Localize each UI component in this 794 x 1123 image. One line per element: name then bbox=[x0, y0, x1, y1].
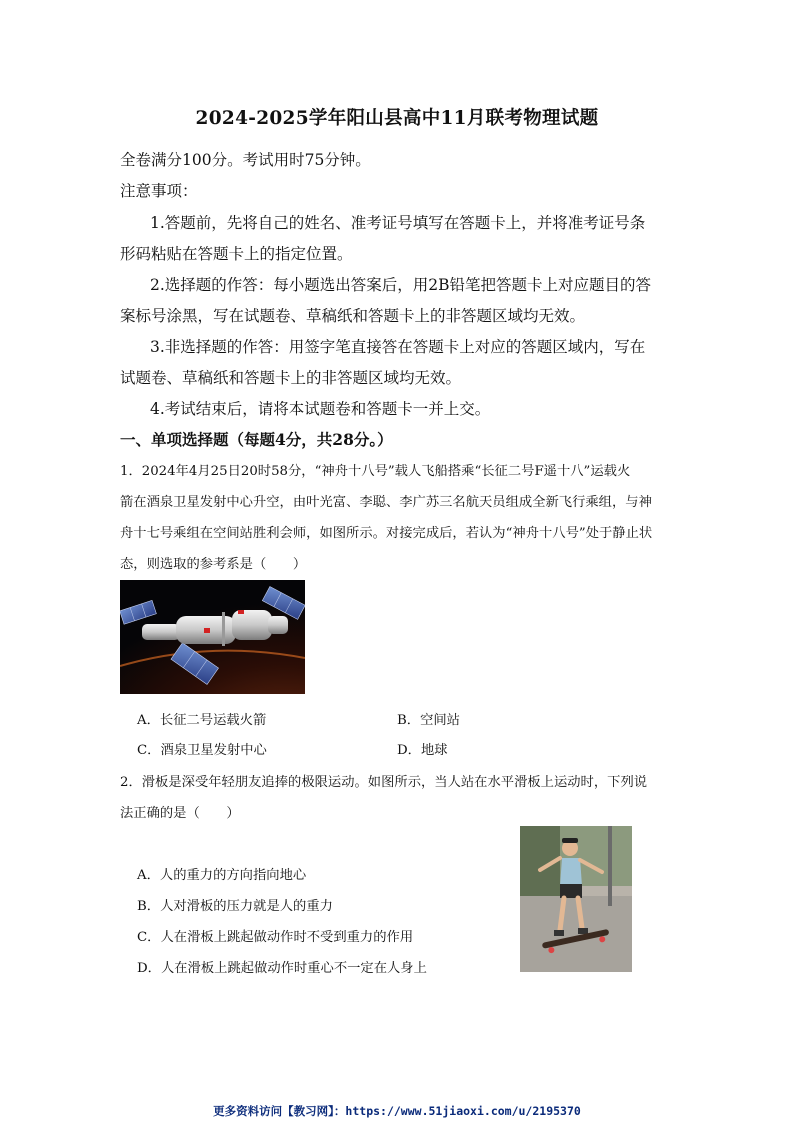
notice-1-line-2: 形码粘贴在答题卡上的指定位置。 bbox=[120, 245, 353, 263]
notice-2-line-1: 2.选择题的作答：每小题选出答案后，用2B铅笔把答题卡上对应题目的答 bbox=[150, 276, 652, 294]
q1-option-c: C．酒泉卫星发射中心 bbox=[137, 743, 267, 758]
q1-option-a: A．长征二号运载火箭 bbox=[137, 713, 267, 728]
q2-option-b: B．人对滑板的压力就是人的重力 bbox=[137, 899, 333, 914]
q2-option-d: D．人在滑板上跳起做动作时重心不一定在人身上 bbox=[137, 961, 427, 976]
exam-info: 全卷满分100分。考试用时75分钟。 bbox=[120, 151, 371, 169]
q1-text-line-4: 态，则选取的参考系是（ ） bbox=[120, 557, 307, 572]
notice-1-line-1: 1.答题前，先将自己的姓名、准考证号填写在答题卡上，并将准考证号条 bbox=[150, 214, 646, 232]
section-heading: 一、单项选择题（每题4分，共28分。） bbox=[120, 430, 393, 449]
q2-text-line-1: 2．滑板是深受年轻朋友追捧的极限运动。如图所示，当人站在水平滑板上运动时，下列说 bbox=[120, 775, 648, 790]
q1-option-d: D．地球 bbox=[397, 743, 448, 758]
q2-text-line-2: 法正确的是（ ） bbox=[120, 806, 240, 821]
notice-heading: 注意事项： bbox=[120, 182, 198, 200]
footer-link[interactable]: 更多资料访问【教习网】：https://www.51jiaoxi.com/u/2195370 bbox=[213, 1104, 581, 1118]
q1-text-line-3: 舟十七号乘组在空间站胜利会师，如图所示。对接完成后，若认为“神舟十八号”处于静止状 bbox=[120, 526, 653, 541]
skateboarder-image bbox=[520, 826, 632, 972]
notice-3-line-1: 3.非选择题的作答：用签字笔直接答在答题卡上对应的答题区域内，写在 bbox=[150, 338, 646, 356]
q2-option-c: C．人在滑板上跳起做动作时不受到重力的作用 bbox=[137, 930, 414, 945]
q1-text-line-1: 1．2024年4月25日20时58分，“神舟十八号”载人飞船搭乘“长征二号F遥十八”运载火 bbox=[120, 464, 631, 479]
q2-option-a: A．人的重力的方向指向地心 bbox=[137, 868, 307, 883]
page-title: 2024-2025学年阳山县高中11月联考物理试题 bbox=[195, 108, 599, 129]
notice-3-line-2: 试题卷、草稿纸和答题卡上的非答题区域均无效。 bbox=[120, 369, 462, 387]
notice-4-line-1: 4.考试结束后，请将本试题卷和答题卡一并上交。 bbox=[150, 400, 491, 418]
notice-2-line-2: 案标号涂黑，写在试题卷、草稿纸和答题卡上的非答题区域均无效。 bbox=[120, 307, 586, 325]
q1-text-line-2: 箭在酒泉卫星发射中心升空，由叶光富、李聪、李广苏三名航天员组成全新飞行乘组，与神 bbox=[120, 495, 652, 510]
q1-option-b: B．空间站 bbox=[397, 713, 460, 728]
space-station-image bbox=[120, 580, 305, 694]
